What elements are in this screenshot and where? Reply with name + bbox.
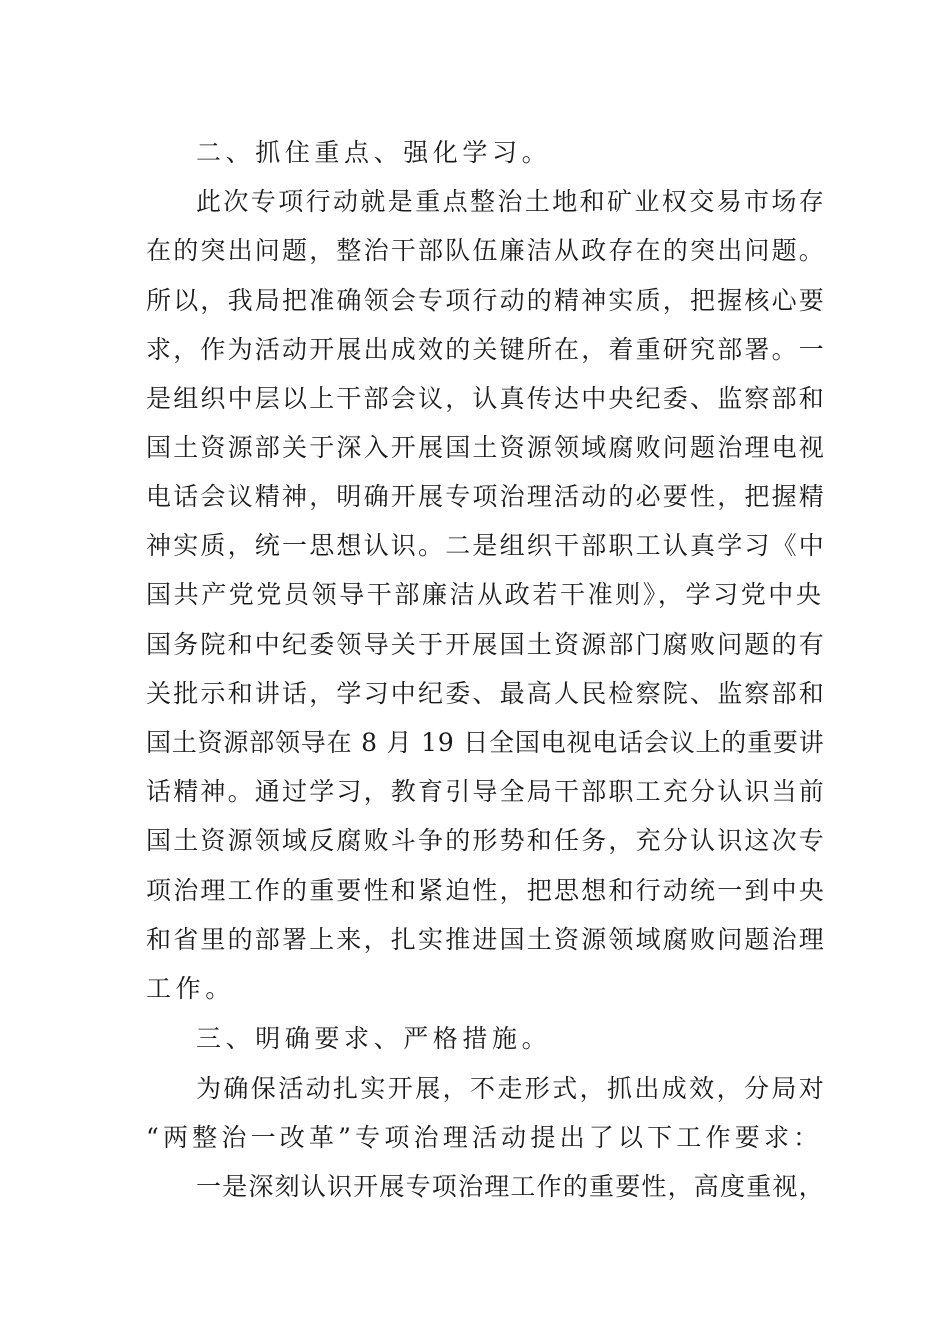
paragraph-line: 为确保活动扎实开展，不走形式，抓出成效，分局对 — [196, 1074, 827, 1103]
paragraph-line: 国土资源领域反腐败斗争的形势和任务，充分认识这次专 — [146, 826, 827, 855]
paragraph-line: 一是深刻认识开展专项治理工作的重要性，高度重视， — [196, 1172, 825, 1201]
paragraph-line: 国土资源部领导在 8 月 19 日全国电视电话会议上的重要讲 — [146, 728, 825, 757]
paragraph-line: 神实质，统一思想认识。二是组织干部职工认真学习《中 — [146, 531, 827, 560]
section-heading-3: 三、明确要求、严格措施。 — [196, 1024, 552, 1053]
paragraph-line: 国共产党党员领导干部廉洁从政若干准则》，学习党中央 — [146, 580, 824, 609]
paragraph-line: 国务院和中纪委领导关于开展国土资源部门腐败问题的有 — [146, 630, 827, 659]
paragraph-line: 所以，我局把准确领会专项行动的精神实质，把握核心要 — [146, 286, 827, 315]
paragraph-line: 国土资源部关于深入开展国土资源领域腐败问题治理电视 — [146, 433, 827, 462]
paragraph-line: 电话会议精神，明确开展专项治理活动的必要性，把握精 — [146, 482, 827, 511]
paragraph-line: “两整治一改革”专项治理活动提出了以下工作要求： — [146, 1123, 823, 1152]
section-heading-2: 二、抓住重点、强化学习。 — [196, 138, 552, 167]
paragraph-line: 关批示和讲话，学习中纪委、最高人民检察院、监察部和 — [146, 679, 827, 708]
paragraph-line: 是组织中层以上干部会议，认真传达中央纪委、监察部和 — [146, 384, 827, 413]
paragraph-line: 项治理工作的重要性和紧迫性，把思想和行动统一到中央 — [146, 876, 827, 905]
paragraph-line: 在的突出问题，整治干部队伍廉洁从政存在的突出问题。 — [146, 236, 827, 265]
paragraph-line: 此次专项行动就是重点整治土地和矿业权交易市场存 — [196, 187, 827, 216]
paragraph-line: 话精神。通过学习，教育引导全局干部职工充分认识当前 — [146, 777, 827, 806]
paragraph-line: 工作。 — [146, 974, 235, 1003]
paragraph-line: 求，作为活动开展出成效的关键所在，着重研究部署。一 — [146, 335, 827, 364]
paragraph-line: 和省里的部署上来，扎实推进国土资源领域腐败问题治理 — [146, 925, 827, 954]
